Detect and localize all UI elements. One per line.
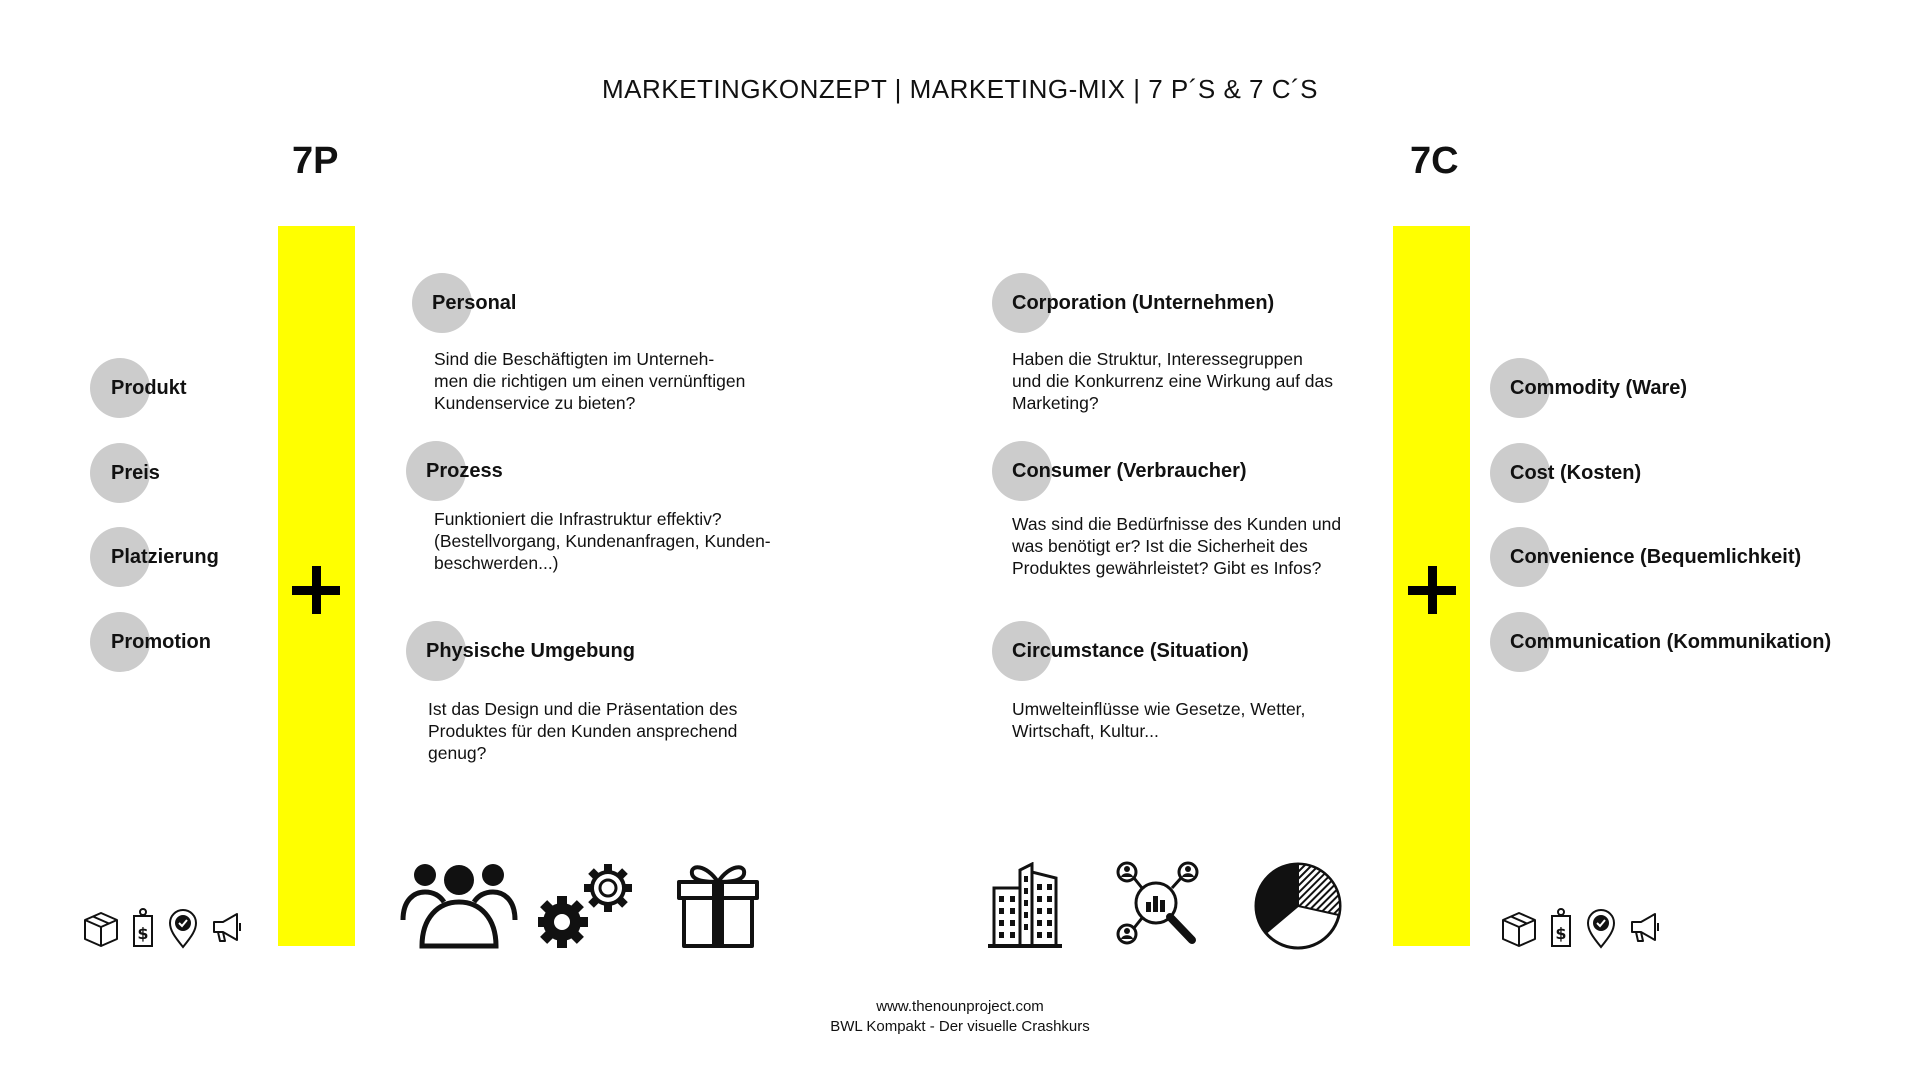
p-item-preis: Preis	[111, 462, 160, 484]
c-item-commodity: Commodity (Ware)	[1510, 377, 1688, 399]
p-detail-physische-label: Physische Umgebung	[426, 640, 635, 662]
heading-7p: 7P	[292, 140, 339, 182]
gift-icon	[676, 860, 760, 950]
plus-icon	[292, 566, 340, 614]
c-item-communication: Communication (Kommunikation)	[1510, 631, 1832, 653]
megaphone-icon	[210, 910, 246, 944]
p-item-produkt: Produkt	[111, 377, 187, 399]
c-detail-circumstance-label: Circumstance (Situation)	[1012, 640, 1249, 662]
box-icon	[80, 908, 122, 948]
p-item-promotion: Promotion	[111, 631, 211, 653]
price-tag-icon	[1546, 906, 1576, 950]
c-detail-corporation-label: Corporation (Unternehmen)	[1012, 292, 1275, 314]
location-pin-icon	[1584, 906, 1618, 950]
c-item-cost: Cost (Kosten)	[1510, 462, 1642, 484]
c-item-convenience: Convenience (Bequemlichkeit)	[1510, 546, 1802, 568]
svg-text:$: $	[1555, 924, 1567, 943]
footer-source: www.thenounproject.com	[876, 998, 1044, 1015]
p-detail-physische-text: Ist das Design und die Präsentation des Produktes für den Kunden ansprechend genug?	[428, 699, 738, 763]
gears-icon	[538, 862, 638, 948]
plus-icon	[1408, 566, 1456, 614]
p-detail-prozess-label: Prozess	[426, 460, 503, 482]
footer-credit: BWL Kompakt - Der visuelle Crashkurs	[830, 1018, 1090, 1035]
p-detail-prozess-text: Funktioniert die Infrastruktur effektiv? (Bestellvorgang, Kundenanfragen, Kunden- beschwerden...)	[434, 509, 771, 573]
people-icon	[400, 860, 518, 950]
buildings-icon	[986, 862, 1064, 948]
c-detail-corporation-text: Haben die Struktur, Interessegruppen und die Konkurrenz eine Wirkung auf das Marketing?	[1012, 349, 1334, 413]
page-title: MARKETINGKONZEPT | MARKETING-MIX | 7 P´S & 7 C´S	[601, 74, 1318, 104]
c-detail-consumer-label: Consumer (Verbraucher)	[1012, 460, 1247, 482]
p-item-platzierung: Platzierung	[111, 546, 219, 568]
location-pin-icon	[166, 906, 200, 950]
consumer-analysis-icon	[1116, 860, 1206, 950]
price-tag-icon	[128, 906, 158, 950]
c-detail-circumstance-text: Umwelteinflüsse wie Gesetze, Wetter, Wirtschaft, Kultur...	[1012, 699, 1306, 741]
svg-text:$: $	[137, 924, 149, 943]
c-detail-consumer-text: Was sind die Bedürfnisse des Kunden und was benötigt er? Ist die Sicherheit des Produktes gewährleistet? Gibt es Infos?	[1012, 514, 1342, 578]
p-detail-personal-label: Personal	[432, 292, 517, 314]
megaphone-icon	[1628, 910, 1664, 944]
box-icon	[1498, 908, 1540, 948]
heading-7c: 7C	[1410, 140, 1459, 182]
pie-chart-icon	[1252, 860, 1344, 952]
p-detail-personal-text: Sind die Beschäftigten im Unterneh- men die richtigen um einen vernünftigen Kundenservice zu bieten?	[434, 349, 746, 413]
